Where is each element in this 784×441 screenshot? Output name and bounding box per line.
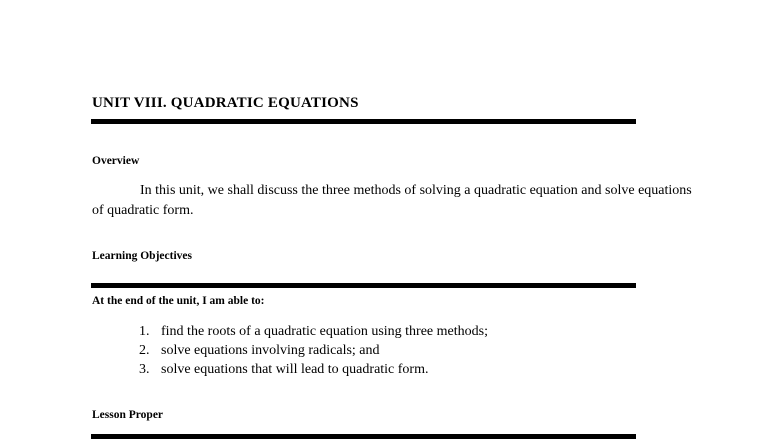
list-item-number: 1. xyxy=(139,324,150,339)
learning-objectives-heading: Learning Objectives xyxy=(92,250,192,262)
lesson-divider xyxy=(91,434,636,439)
objectives-intro: At the end of the unit, I am able to: xyxy=(92,295,265,307)
list-item-number: 2. xyxy=(139,343,150,358)
unit-title: UNIT VIII. QUADRATIC EQUATIONS xyxy=(92,95,359,111)
list-item xyxy=(134,360,488,379)
objectives-list xyxy=(134,322,488,379)
list-item-text: find the roots of a quadratic equation using three methods; xyxy=(161,324,488,339)
list-item xyxy=(134,341,488,360)
objectives-divider xyxy=(91,283,636,288)
list-item-text: solve equations involving radicals; and xyxy=(161,343,380,358)
list-item xyxy=(134,322,488,341)
list-item-text: solve equations that will lead to quadratic form. xyxy=(161,362,429,377)
overview-heading: Overview xyxy=(92,155,140,167)
list-item-number: 3. xyxy=(139,362,150,377)
lesson-proper-heading: Lesson Proper xyxy=(92,409,164,421)
overview-paragraph: In this unit, we shall discuss the three methods of solving a quadratic equation and solve equations of quadratic form. xyxy=(92,183,692,218)
title-divider xyxy=(91,119,636,124)
